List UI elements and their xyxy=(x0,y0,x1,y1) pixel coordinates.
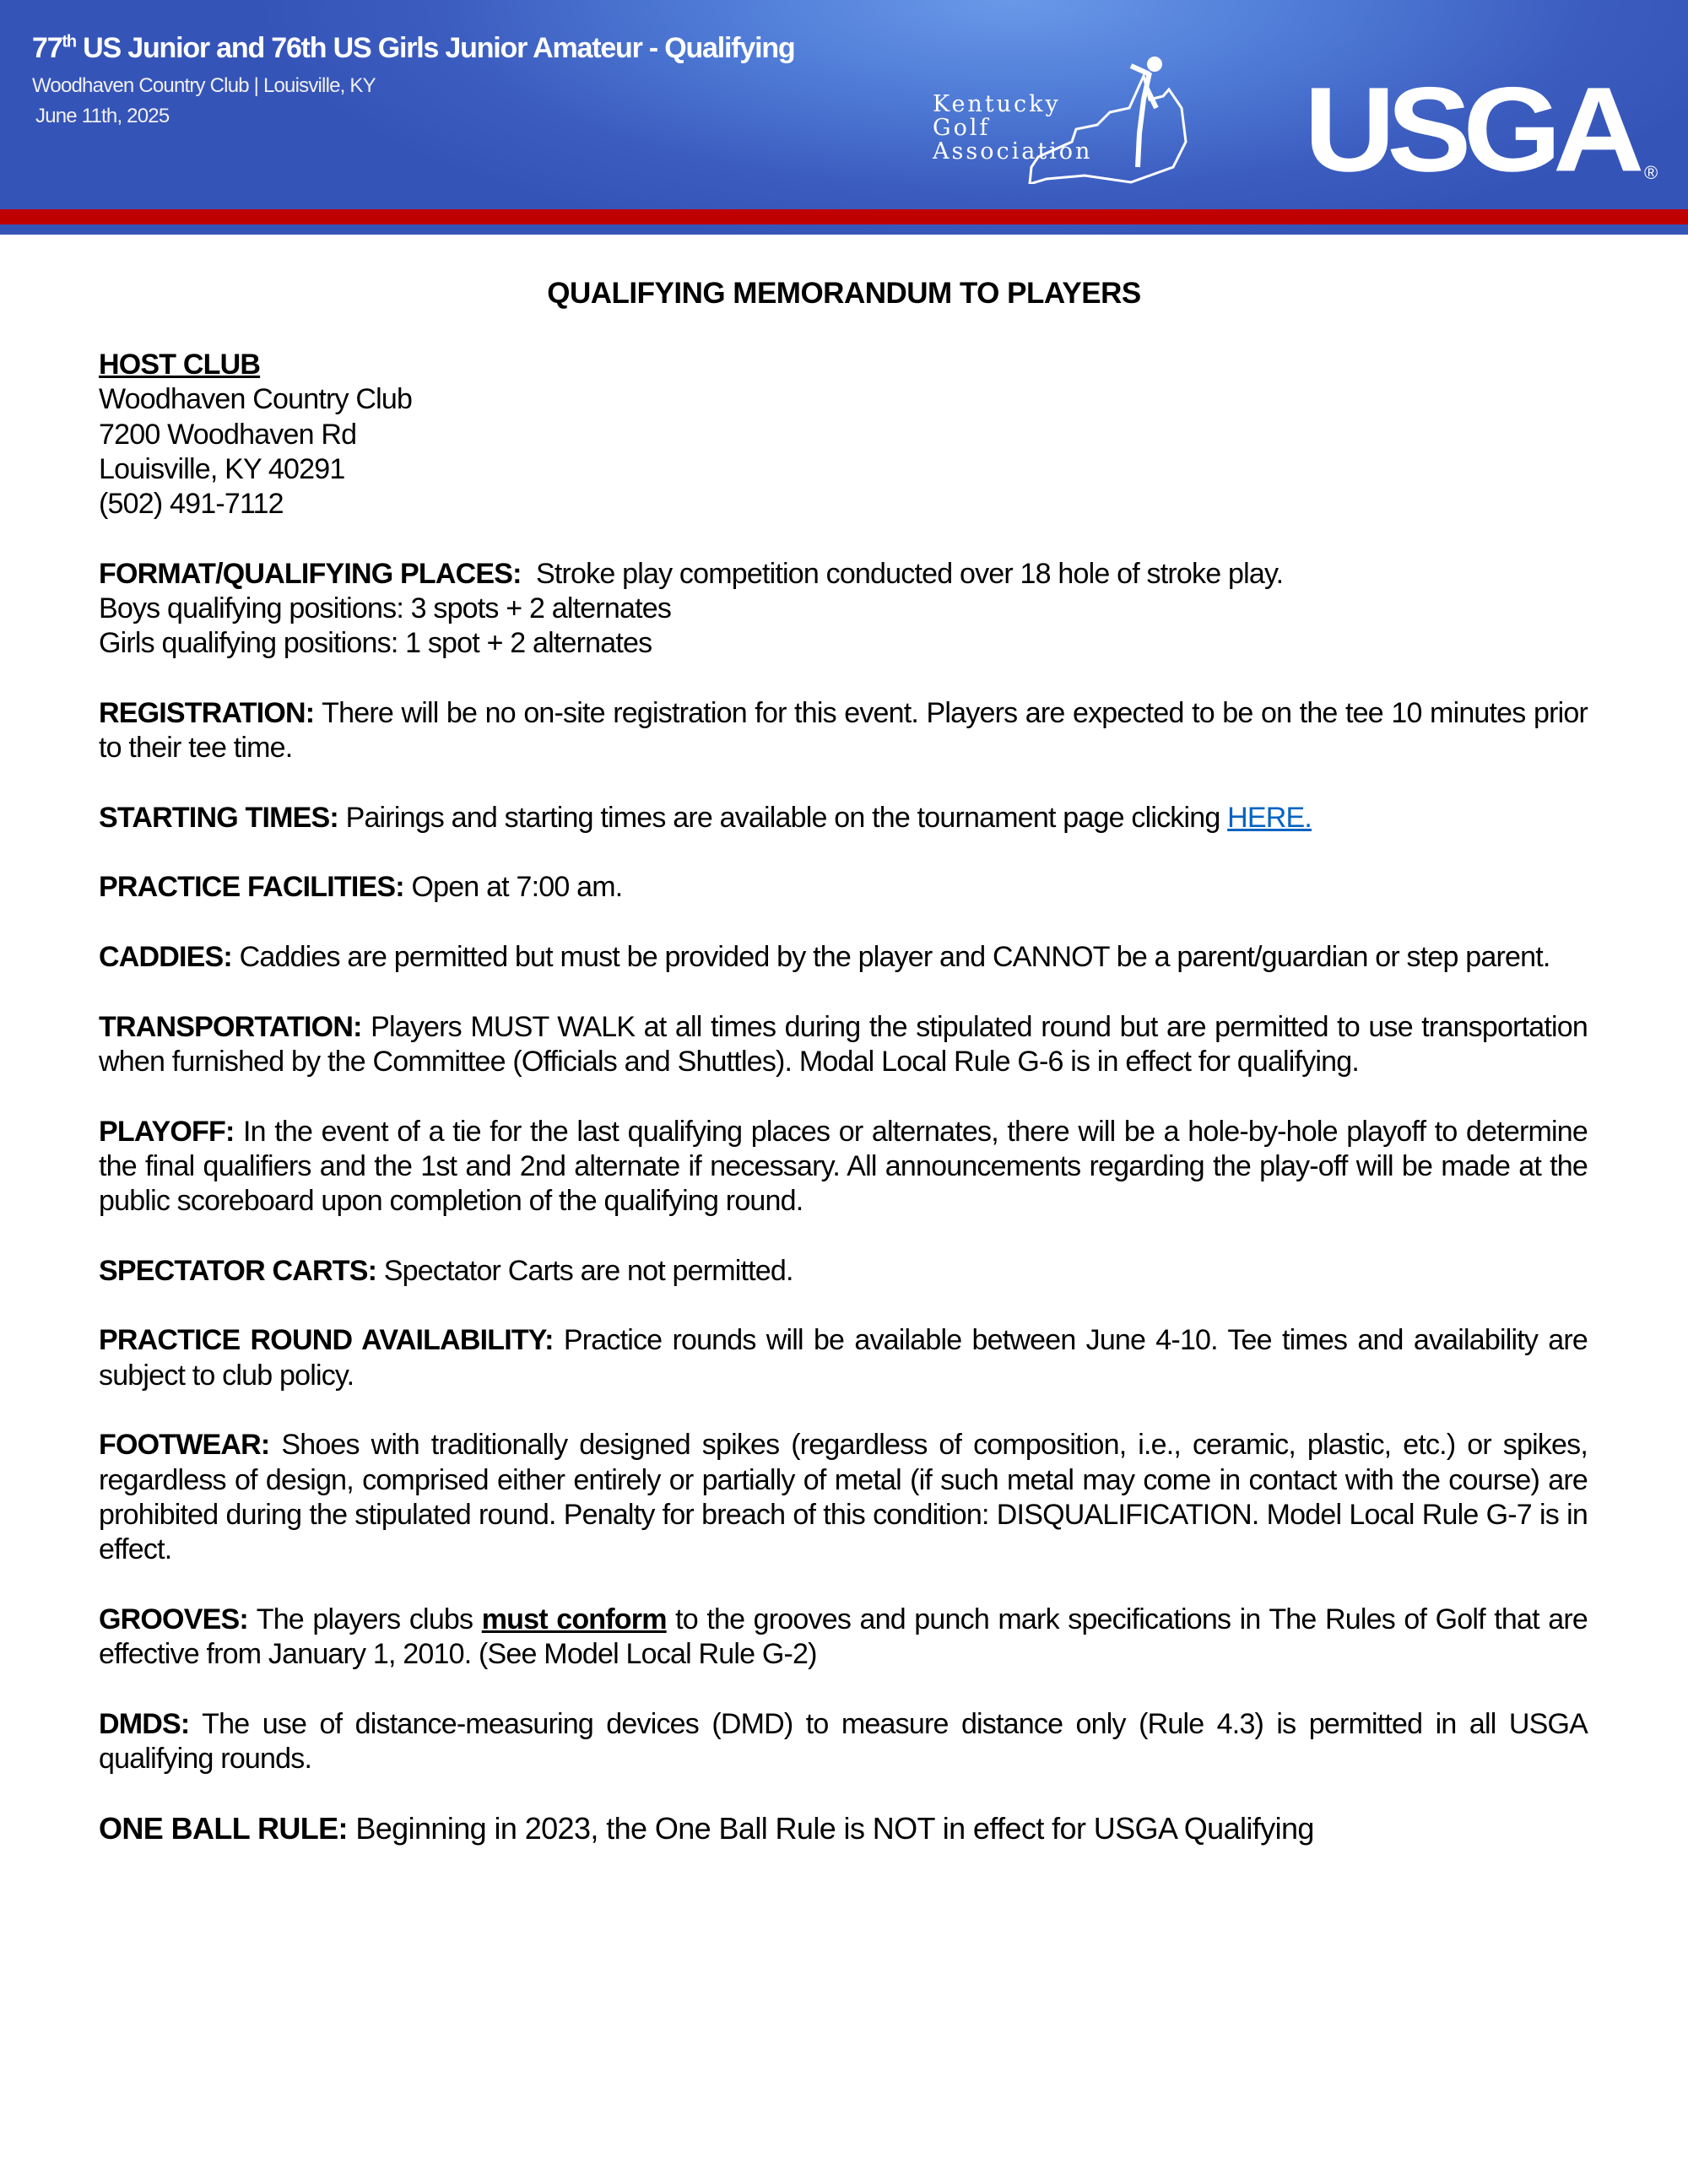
host-line: (502) 491-7112 xyxy=(99,488,284,521)
section-text: Open at 7:00 am. xyxy=(403,871,623,904)
format-line: Girls qualifying positions: 1 spot + 2 alternates xyxy=(99,627,652,660)
caddies-section xyxy=(99,940,1588,975)
section-text: Practice rounds will be available between June 4-10. Tee times and availability are subject to club policy. xyxy=(99,1324,1588,1392)
host-line: 7200 Woodhaven Rd xyxy=(99,418,357,451)
emphasis-text: must conform xyxy=(481,1603,667,1635)
section-label: REGISTRATION: xyxy=(99,696,315,729)
document-title: QUALIFYING MEMORANDUM TO PLAYERS xyxy=(547,277,1141,310)
section-label: DMDS: xyxy=(99,1707,190,1740)
section-text: Caddies are permitted but must be provided by the player and CANNOT be a parent/guardian or step parent. xyxy=(231,941,1550,974)
practice-round-section xyxy=(99,1323,1588,1393)
section-label: GROOVES: xyxy=(99,1603,248,1635)
format-section xyxy=(99,557,1588,662)
playoff-section xyxy=(99,1115,1588,1219)
section-text: Shoes with traditionally designed spikes (regardless of composition, i.e., ceramic, plastic, etc.) or spikes, regardless of design, comprised either entirely or partially of metal (if such metal may come in contact with the course) are prohibited during the stipulated round. Penalty for breach of this condition: DISQUALIFICATION. Model Local Rule G-7 is in effect. xyxy=(99,1429,1588,1566)
event-date: June 11th, 2025 xyxy=(35,105,170,127)
usga-logo: USGA xyxy=(1304,62,1637,197)
event-title: 77th US Junior and 76th US Girls Junior Amateur - Qualifying xyxy=(32,32,795,64)
registered-mark: ® xyxy=(1644,162,1658,183)
section-text: The players clubs xyxy=(247,1603,482,1635)
section-text: In the event of a tie for the last qualifying places or alternates, there will be a hole-by-hole playoff to determine the final qualifiers and the 1st and 2nd alternate if necessary. All announcements regarding the play-off will be made at the public scoreboard upon completion of the qualifying round. xyxy=(99,1115,1588,1218)
one-ball-rule-section xyxy=(99,1811,1588,1846)
host-club-heading: HOST CLUB xyxy=(99,349,261,381)
section-label: SPECTATOR CARTS: xyxy=(99,1254,377,1287)
header-red-stripe xyxy=(0,209,1688,224)
host-club-section xyxy=(99,348,1588,522)
section-text: Spectator Carts are not permitted. xyxy=(376,1254,793,1287)
section-text: There will be no on-site registration for this event. Players are expected to be on the tee 10 minutes prior to their tee time. xyxy=(99,696,1588,765)
section-text: Pairings and starting times are available on the tournament page clicking xyxy=(338,801,1228,834)
format-line: Boys qualifying positions: 3 spots + 2 alternates xyxy=(99,592,672,625)
section-text: The use of distance-measuring devices (DMD) to measure distance only (Rule 4.3) is permitted in all USGA qualifying rounds. xyxy=(99,1707,1588,1775)
section-label: PRACTICE ROUND AVAILABILITY: xyxy=(99,1324,554,1357)
footwear-section xyxy=(99,1428,1588,1567)
header-banner xyxy=(0,0,1688,235)
section-label: PRACTICE FACILITIES: xyxy=(99,871,404,904)
section-label: ONE BALL RULE: xyxy=(99,1811,348,1846)
section-label: STARTING TIMES: xyxy=(99,801,338,834)
section-label: FOOTWEAR: xyxy=(99,1429,270,1462)
host-line: Louisville, KY 40291 xyxy=(99,452,345,485)
section-text: Stroke play competition conducted over 18 hole of stroke play. xyxy=(521,557,1284,590)
memo-body xyxy=(99,348,1588,1881)
tournament-page-link[interactable]: HERE. xyxy=(1227,801,1312,834)
kga-logo-text: Kentucky Golf Association xyxy=(933,91,1093,165)
section-label: PLAYOFF: xyxy=(99,1115,235,1148)
host-line: Woodhaven Country Club xyxy=(99,383,413,416)
starting-times-section xyxy=(99,801,1588,835)
practice-facilities-section xyxy=(99,870,1588,905)
grooves-section xyxy=(99,1603,1588,1673)
section-text: Players MUST WALK at all times during the stipulated round but are permitted to use transportation when furnished by the Committee (Officials and Shuttles). Modal Local Rule G-6 is in effect for qualifying. xyxy=(99,1010,1588,1078)
section-label: TRANSPORTATION: xyxy=(99,1010,362,1043)
section-text: Beginning in 2023, the One Ball Rule is NOT in effect for USGA Qualifying xyxy=(347,1811,1314,1846)
section-label: FORMAT/QUALIFYING PLACES: xyxy=(99,557,522,590)
dmds-section xyxy=(99,1707,1588,1777)
transportation-section xyxy=(99,1010,1588,1080)
spectator-carts-section xyxy=(99,1254,1588,1289)
registration-section xyxy=(99,696,1588,766)
section-label: CADDIES: xyxy=(99,941,232,974)
section-text: to the grooves and punch mark specifications in The Rules of Golf that are effective from January 1, 2010. (See Model Local Rule G-2) xyxy=(99,1603,1588,1670)
event-venue: Woodhaven Country Club | Louisville, KY xyxy=(32,74,376,97)
